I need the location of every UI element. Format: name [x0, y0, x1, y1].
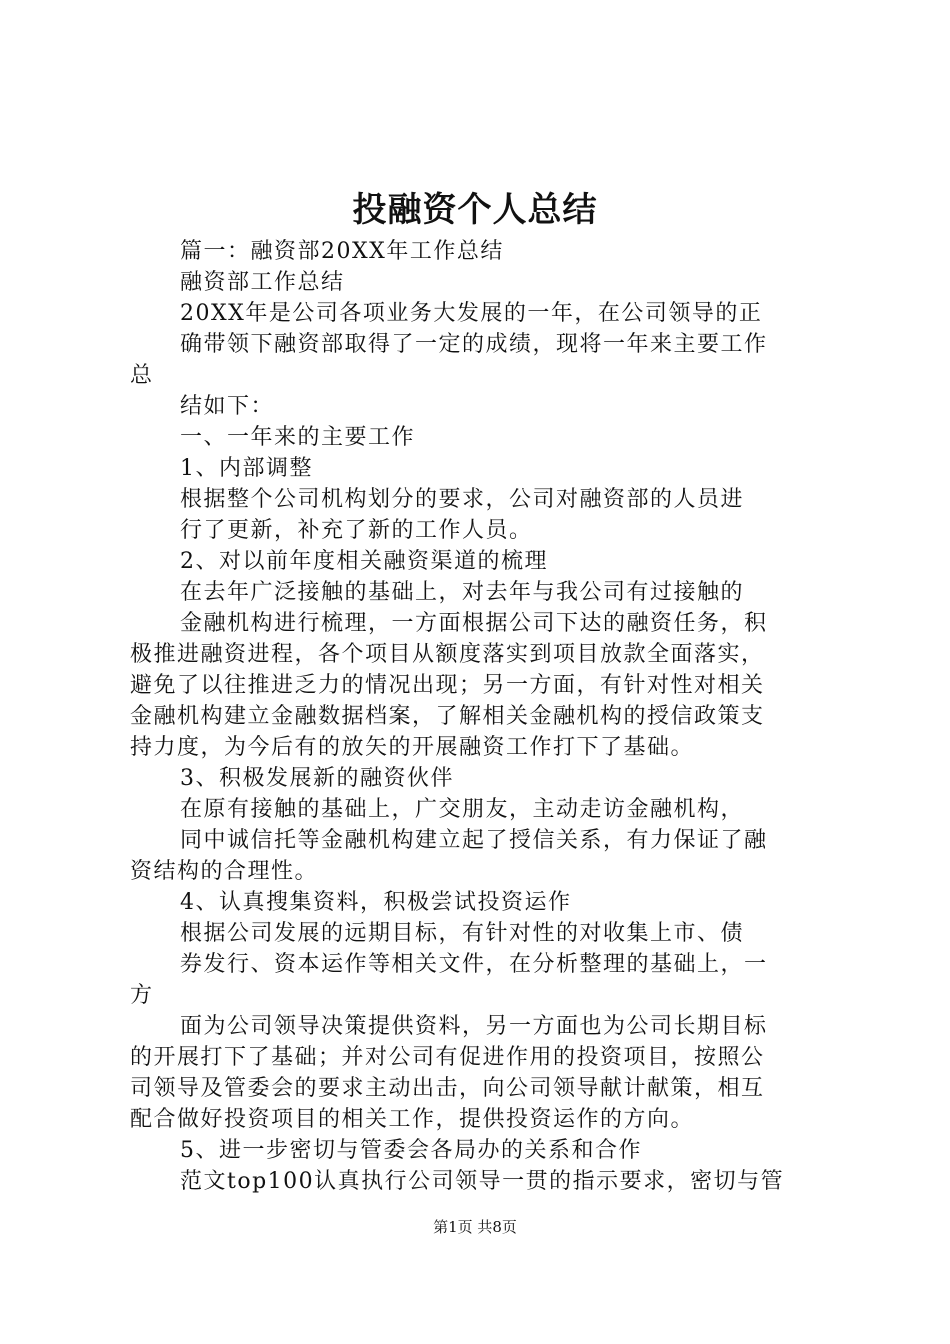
body-line: 在原有接触的基础上，广交朋友，主动走访金融机构， — [180, 797, 745, 822]
body-line: 券发行、资本运作等相关文件，在分析整理的基础上，一 — [180, 952, 768, 977]
body-line: 根据公司发展的远期目标，有针对性的对收集上市、债 — [180, 921, 745, 946]
body-line: 范文top100认真执行公司领导一贯的指示要求，密切与管 — [180, 1169, 785, 1194]
page-footer: 第1页 共8页 — [433, 1218, 517, 1236]
body-line: 同中诚信托等金融机构建立起了授信关系，有力保证了融 — [180, 828, 768, 853]
body-line: 根据整个公司机构划分的要求，公司对融资部的人员进 — [180, 487, 745, 512]
body-line: 3、积极发展新的融资伙伴 — [180, 766, 454, 791]
body-line: 金融机构建立金融数据档案，了解相关金融机构的授信政策支 — [130, 704, 765, 729]
body-line: 确带领下融资部取得了一定的成绩，现将一年来主要工作 — [180, 332, 768, 357]
body-line: 资结构的合理性。 — [130, 859, 319, 884]
body-line: 在去年广泛接触的基础上，对去年与我公司有过接触的 — [180, 580, 745, 605]
body-line: 2、对以前年度相关融资渠道的梳理 — [180, 549, 548, 574]
body-line: 4、认真搜集资料，积极尝试投资运作 — [180, 890, 572, 915]
body-line: 结如下： — [180, 394, 275, 419]
body-line: 融资部工作总结 — [180, 270, 345, 295]
body-line: 面为公司领导决策提供资料，另一方面也为公司长期目标 — [180, 1014, 768, 1039]
body-line: 金融机构进行梳理，一方面根据公司下达的融资任务，积 — [180, 611, 768, 636]
body-line: 行了更新，补充了新的工作人员。 — [180, 518, 533, 543]
body-line: 极推进融资进程，各个项目从额度落实到项目放款全面落实， — [130, 642, 765, 667]
body-line: 持力度，为今后有的放矢的开展融资工作打下了基础。 — [130, 735, 695, 760]
body-line: 方 — [130, 983, 154, 1008]
body-line: 总 — [130, 363, 154, 388]
body-line: 配合做好投资项目的相关工作，提供投资运作的方向。 — [130, 1107, 695, 1132]
body-line: 20XX年是公司各项业务大发展的一年，在公司领导的正 — [180, 301, 763, 326]
body-line: 的开展打下了基础；并对公司有促进作用的投资项目，按照公 — [130, 1045, 765, 1070]
body-line: 避免了以往推进乏力的情况出现；另一方面，有针对性对相关 — [130, 673, 765, 698]
body-line: 5、进一步密切与管委会各局办的关系和合作 — [180, 1138, 642, 1163]
body-line: 篇一：融资部20XX年工作总结 — [180, 239, 504, 264]
document-title: 投融资个人总结 — [352, 190, 598, 230]
body-line: 一、一年来的主要工作 — [180, 425, 416, 450]
body-line: 司领导及管委会的要求主动出击，向公司领导献计献策，相互 — [130, 1076, 765, 1101]
body-line: 1、内部调整 — [180, 456, 313, 481]
